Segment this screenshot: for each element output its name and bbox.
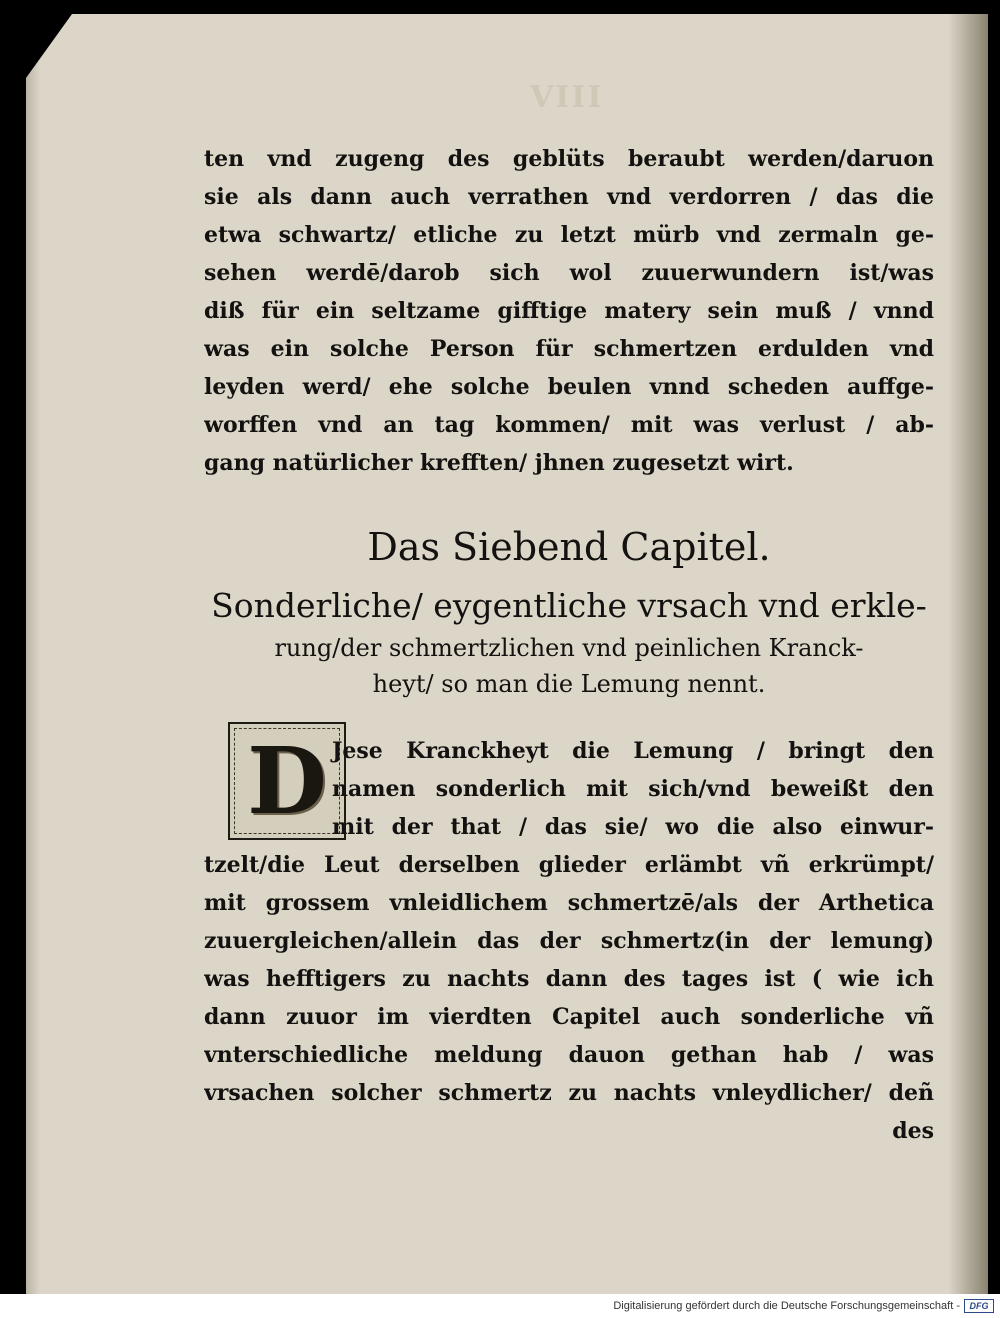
text-line: dann zuuor im vierdten Capitel auch sonderliche vñ: [204, 1004, 934, 1030]
text-line: was hefftigers zu nachts dann des tages ist ( wie ich: [204, 966, 934, 992]
text-line: namen sonderlich mit sich/vnd beweißt den: [332, 776, 934, 802]
chapter-title: Das Siebend Capitel.: [367, 525, 771, 569]
funding-credit: Digitalisierung gefördert durch die Deutsche Forschungsgemeinschaft -: [613, 1300, 960, 1312]
initial-letter: D: [247, 727, 327, 835]
text-line: vrsachen solcher schmertz zu nachts vnleydlicher/ deñ: [204, 1080, 934, 1106]
text-line: ten vnd zugeng des geblüts beraubt werden/daruon: [204, 146, 934, 172]
text-line: tzelt/die Leut derselben glieder erlämbt vñ erkrümpt/: [204, 852, 934, 878]
text-line: diß für ein seltzame gifftige matery sein muß / vnnd: [204, 298, 934, 324]
text-line: Jese Kranckheyt die Lemung / bringt den: [332, 738, 934, 764]
text-line: sehen werdē/darob sich wol zuuerwundern ist/was: [204, 260, 934, 286]
text-line: sie als dann auch verrathen vnd verdorren / das die: [204, 184, 934, 210]
folio-number: VIII: [530, 80, 604, 115]
subheading-line: Sonderliche/ eygentliche vrsach vnd erkle-: [211, 586, 927, 625]
subheading-line: rung/der schmertzlichen vnd peinlichen Kranck-: [274, 634, 864, 662]
footer-bar: [0, 1294, 1000, 1318]
text-line: mit der that / das sie/ wo die also einwur-: [332, 814, 934, 840]
page-gutter-shadow: [948, 14, 988, 1294]
subheading-line: heyt/ so man die Lemung nennt.: [372, 670, 766, 698]
chapter-subheading: [204, 582, 934, 702]
paragraph-top: [204, 140, 934, 482]
paragraph-main: [204, 727, 934, 1150]
text-line: zuuergleichen/allein das der schmertz(in der lemung): [204, 928, 934, 954]
text-line: vnterschiedliche meldung dauon gethan hab / was: [204, 1042, 934, 1068]
text-line: gang natürlicher krefften/ jhnen zugesetzt wirt.: [204, 450, 794, 476]
dfg-logo: DFG: [964, 1299, 994, 1313]
text-line: etwa schwartz/ etliche zu letzt mürb vnd zermaln ge-: [204, 222, 934, 248]
text-line: leyden werd/ ehe solche beulen vnnd scheden auffge-: [204, 374, 934, 400]
text-line: mit grossem vnleidlichem schmertzē/als der Arthetica: [204, 890, 934, 916]
catchword: des: [892, 1118, 934, 1144]
page-edge-shading: [26, 14, 40, 1294]
text-line: worffen vnd an tag kommen/ mit was verlust / ab-: [204, 412, 934, 438]
text-line: was ein solche Person für schmertzen erdulden vnd: [204, 336, 934, 362]
